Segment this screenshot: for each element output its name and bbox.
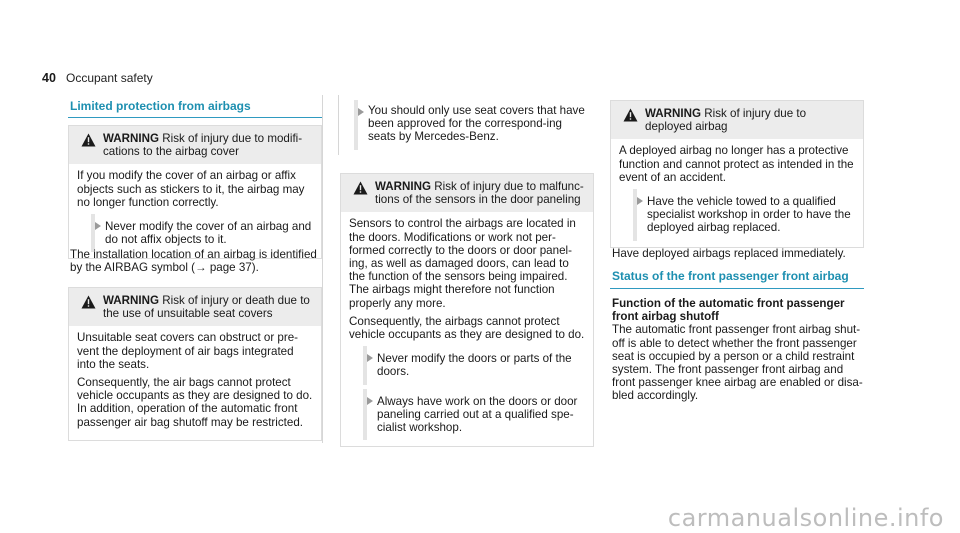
warning-body: Consequently, the airbags cannot protect vehicle occupants as they are designed to do. <box>349 314 585 342</box>
bullet-text: Never modify the doors or parts of the doors. <box>377 352 572 379</box>
column-divider <box>322 95 323 443</box>
bullet-bar <box>363 346 367 384</box>
arrow-icon <box>358 108 364 116</box>
airbag-shutoff-section <box>612 297 864 403</box>
arrow-icon <box>367 354 373 362</box>
box-border <box>338 95 339 155</box>
instruction-bullet <box>349 389 585 441</box>
warning-icon <box>81 133 96 147</box>
warning-text: Risk of injury due to deployed airbag <box>645 107 807 134</box>
instruction-bullet <box>619 189 855 241</box>
warning-text: Risk of injury or death due to the use of unsuitable seat covers <box>103 294 310 321</box>
warning-header <box>611 101 863 139</box>
bullet-text: Always have work on the doors or door paneling carried out at a qualified spe-cialist workshop. <box>377 394 578 435</box>
instruction-bullet <box>349 346 585 384</box>
warning-label: WARNING <box>103 294 160 307</box>
section-title: Occupant safety <box>66 71 153 85</box>
watermark: carmanualsonline.info <box>667 503 944 532</box>
warning-body: A deployed airbag no longer has a protective function and cannot protect as intended in the event of an accident. <box>619 144 854 184</box>
instruction-bullet <box>77 214 313 252</box>
warning-box-airbag-cover <box>68 125 322 259</box>
warning-header <box>341 174 593 212</box>
section-heading-limited-protection: Limited protection from airbags <box>70 99 251 113</box>
warning-body: Unsuitable seat covers can obstruct or pre-vent the deployment of air bags integrated into the seats. <box>77 331 299 371</box>
bullet-bar <box>91 214 95 252</box>
bullet-text: Have the vehicle towed to a qualified specialist workshop in order to have the deployed airbag replaced. <box>647 195 851 235</box>
warning-header <box>69 288 321 326</box>
page-number: 40 <box>42 71 56 85</box>
warning-header <box>69 126 321 164</box>
warning-body: Consequently, the air bags cannot protect vehicle occupants as they are designed to do. In addition, operation of the automatic front passenger air bag shutoff may be restricted. <box>77 376 313 429</box>
instruction-bullet-seat-covers <box>340 100 590 150</box>
bullet-text: You should only use seat covers that have been approved for the correspond-ing seats by Mercedes-Benz. <box>368 104 585 144</box>
warning-box-seat-covers <box>68 287 322 441</box>
instruction-bullet <box>340 100 590 150</box>
airbag-location-paragraph: The installation location of an airbag is identified by the AIRBAG symbol (→ page 37). <box>70 248 317 275</box>
warning-box-deployed-airbag <box>610 100 864 248</box>
arrow-icon <box>95 222 101 230</box>
bullet-text: Never modify the cover of an airbag and do not affix objects to it. <box>105 220 312 247</box>
warning-icon <box>623 108 638 122</box>
arrow-icon <box>367 397 373 405</box>
warning-body: If you modify the cover of an airbag or affix objects such as stickers to it, the airbag may no longer function correctly. <box>77 169 305 209</box>
warning-text: Risk of injury due to modifi-cations to the airbag cover <box>103 132 303 159</box>
warning-label: WARNING <box>103 132 160 145</box>
subheading-airbag-shutoff: Function of the automatic front passenger front airbag shutoff <box>612 297 845 324</box>
arrow-icon <box>637 197 643 205</box>
replace-airbags-paragraph: Have deployed airbags replaced immediately. <box>612 247 846 260</box>
warning-icon <box>81 295 96 309</box>
warning-body: Sensors to control the airbags are located in the doors. Modifications or work not per-formed correctly to the doors or door panel-ing, as well as damaged doors, can lead to the function of the sensors being impaired. The airbags might therefore not function properly any more. <box>349 217 576 310</box>
warning-icon <box>353 181 368 195</box>
warning-label: WARNING <box>375 180 432 193</box>
heading-rule <box>68 117 322 118</box>
warning-label: WARNING <box>645 107 702 120</box>
section-heading-passenger-airbag-status: Status of the front passenger front airbag <box>612 269 849 283</box>
airbag-shutoff-paragraph: The automatic front passenger front airbag shut-off is able to detect whether the front passenger seat is occupied by a person or a child restraint system. The front passenger front airbag and front passenger knee airbag are enabled or disa-bled accordingly. <box>612 323 863 403</box>
warning-text: Risk of injury due to malfunc-tions of the sensors in the door paneling <box>375 180 584 207</box>
warning-box-door-sensors <box>340 173 594 447</box>
heading-rule <box>610 288 864 289</box>
